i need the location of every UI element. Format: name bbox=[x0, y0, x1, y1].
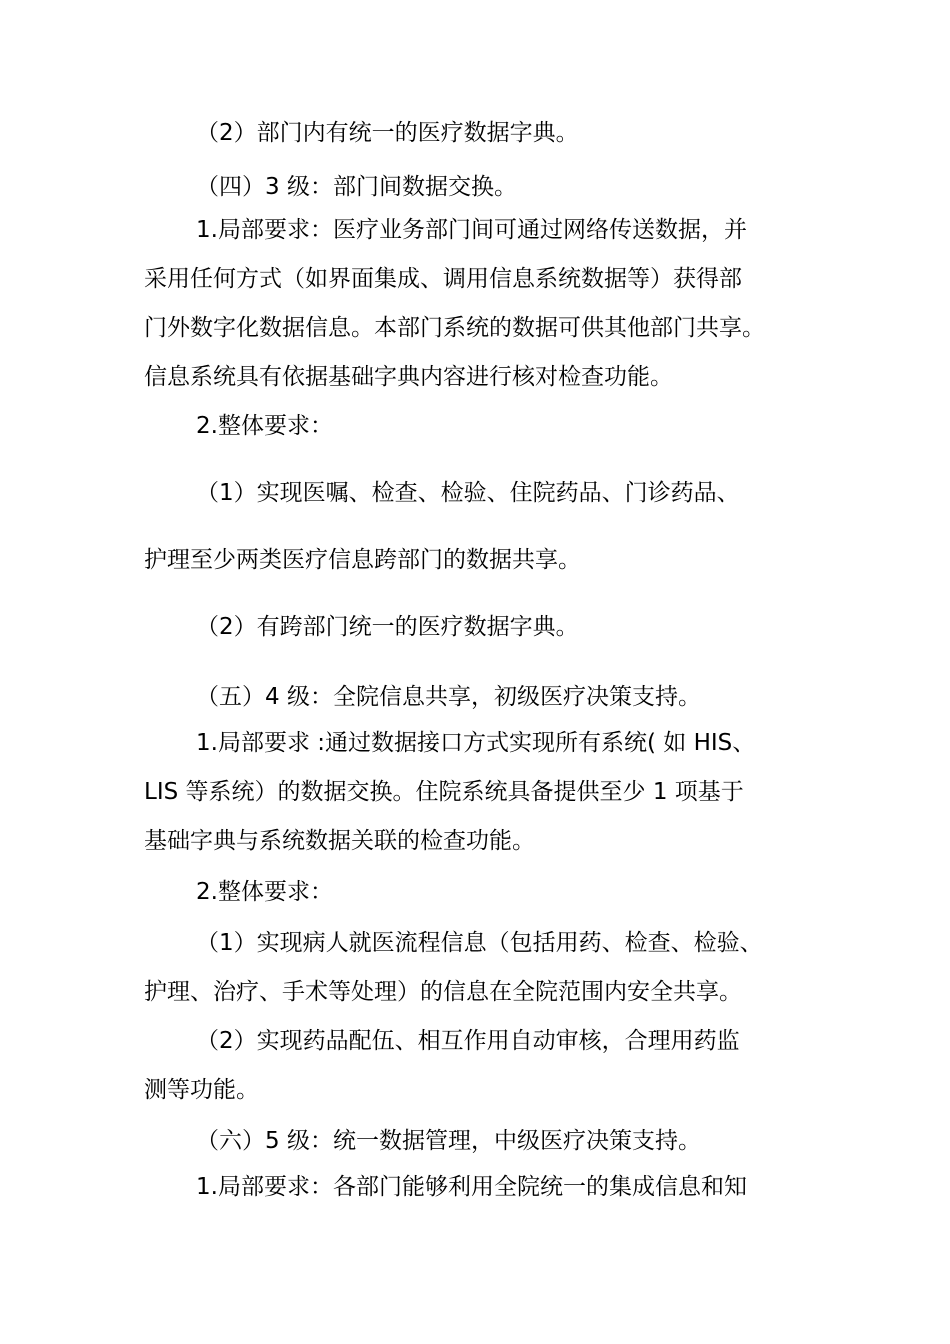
paragraph-line: 1.局部要求 :通过数据接口方式实现所有系统( 如 HIS、 bbox=[196, 730, 756, 756]
section-heading: （五）4 级：全院信息共享，初级医疗决策支持。 bbox=[196, 684, 701, 710]
paragraph-line: 信息系统具有依据基础字典内容进行核对检查功能。 bbox=[144, 364, 673, 390]
paragraph-line: （2）部门内有统一的医疗数据字典。 bbox=[196, 120, 579, 146]
paragraph-line: （2）有跨部门统一的医疗数据字典。 bbox=[196, 614, 579, 640]
paragraph-line: 2.整体要求： bbox=[196, 879, 333, 905]
section-heading: （四）3 级：部门间数据交换。 bbox=[196, 174, 517, 200]
paragraph-line: 基础字典与系统数据关联的检查功能。 bbox=[144, 828, 535, 854]
paragraph-line: 1.局部要求：医疗业务部门间可通过网络传送数据，并 bbox=[196, 217, 747, 243]
paragraph-line: 门外数字化数据信息。本部门系统的数据可供其他部门共享。 bbox=[144, 315, 765, 341]
paragraph-line: 采用任何方式（如界面集成、调用信息系统数据等）获得部 bbox=[144, 266, 742, 292]
paragraph-line: 测等功能。 bbox=[144, 1077, 259, 1103]
paragraph-line: LIS 等系统）的数据交换。住院系统具备提供至少 1 项基于 bbox=[144, 779, 744, 805]
paragraph-line: 1.局部要求：各部门能够利用全院统一的集成信息和知 bbox=[196, 1174, 747, 1200]
paragraph-line: 护理、治疗、手术等处理）的信息在全院范围内安全共享。 bbox=[144, 979, 742, 1005]
paragraph-line: 2.整体要求： bbox=[196, 413, 333, 439]
paragraph-line: 护理至少两类医疗信息跨部门的数据共享。 bbox=[144, 547, 581, 573]
section-heading: （六）5 级：统一数据管理，中级医疗决策支持。 bbox=[196, 1128, 701, 1154]
paragraph-line: （2）实现药品配伍、相互作用自动审核，合理用药监 bbox=[196, 1028, 740, 1054]
paragraph-line: （1）实现病人就医流程信息（包括用药、检查、检验、 bbox=[196, 930, 763, 956]
paragraph-line: （1）实现医嘱、检查、检验、住院药品、门诊药品、 bbox=[196, 480, 740, 506]
